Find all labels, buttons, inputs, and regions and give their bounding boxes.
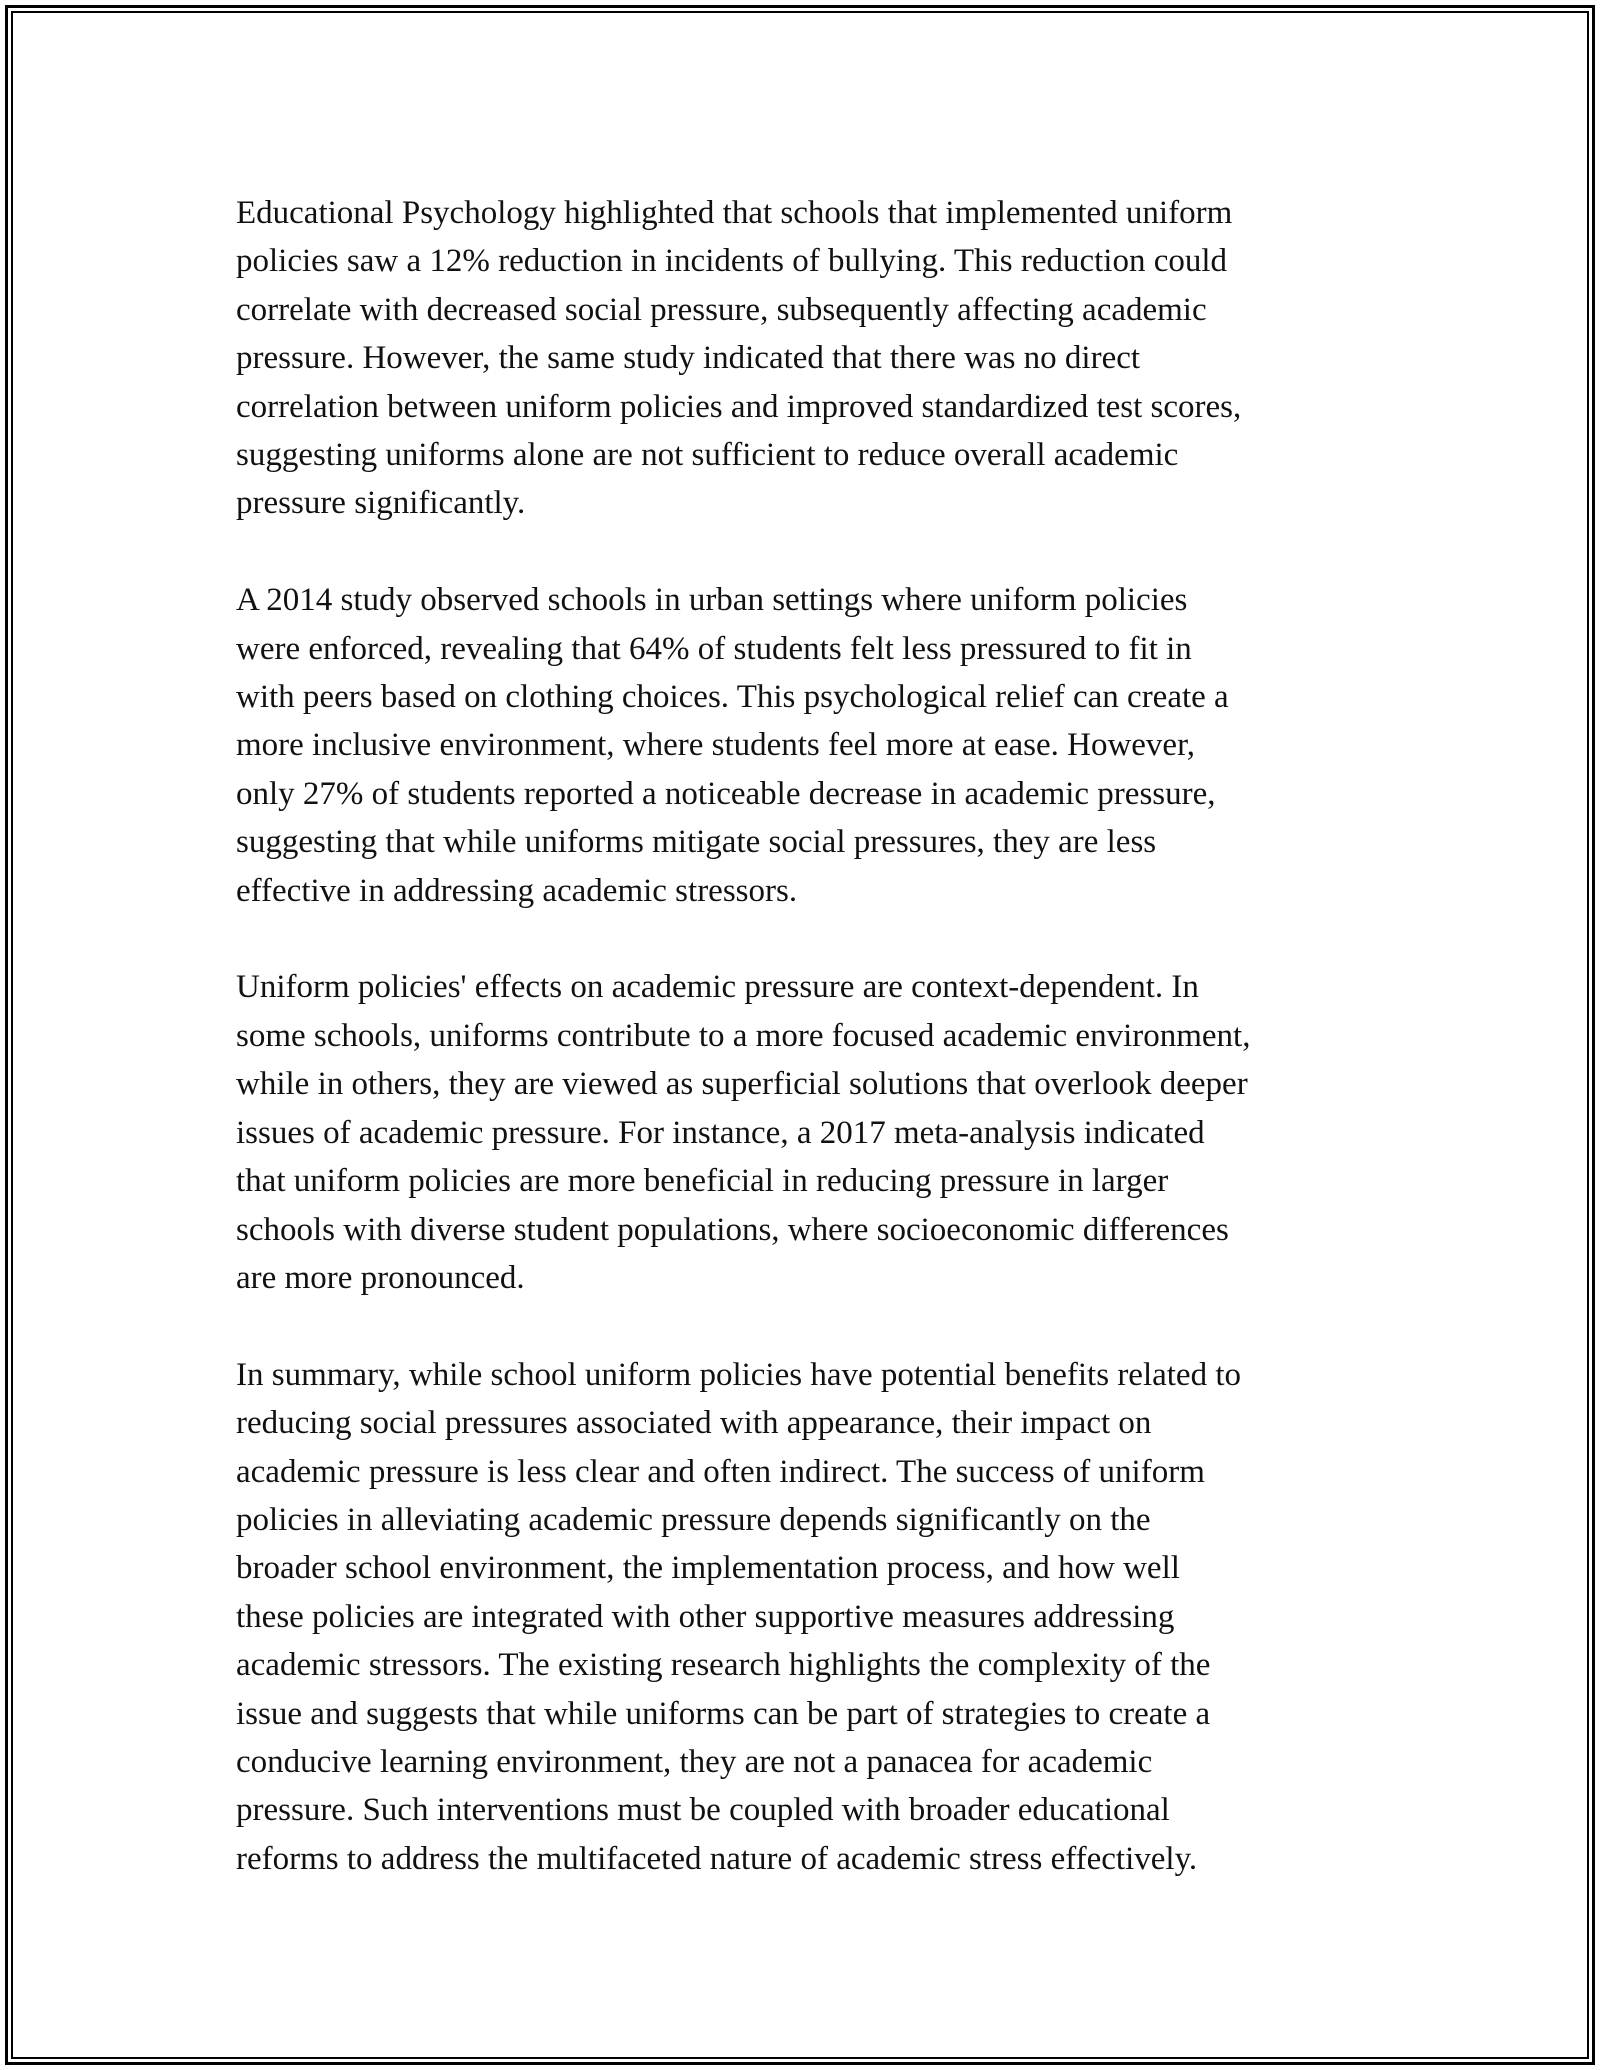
text-line: effective in addressing academic stressors. (236, 872, 798, 909)
text-line: more inclusive environment, where students feel more at ease. However, (236, 727, 1195, 764)
text-line: while in others, they are viewed as superficial solutions that overlook deeper (236, 1066, 1248, 1103)
text-line: schools with diverse student populations, where socioeconomic differences (236, 1211, 1229, 1248)
text-line: pressure. However, the same study indicated that there was no direct (236, 340, 1141, 377)
text-line: suggesting that while uniforms mitigate social pressures, they are less (236, 824, 1157, 861)
paragraph (236, 963, 1376, 1302)
text-line: that uniform policies are more beneficial in reducing pressure in larger (236, 1163, 1169, 1200)
text-line: academic pressure is less clear and often indirect. The success of uniform (236, 1453, 1205, 1490)
text-line: In summary, while school uniform policies have potential benefits related to (236, 1356, 1242, 1393)
document-body (236, 189, 1376, 1932)
text-line: correlate with decreased social pressure, subsequently affecting academic (236, 291, 1207, 328)
text-line: only 27% of students reported a noticeable decrease in academic pressure, (236, 775, 1216, 812)
text-line: reducing social pressures associated with appearance, their impact on (236, 1405, 1152, 1442)
text-line: are more pronounced. (236, 1259, 525, 1296)
text-line: were enforced, revealing that 64% of students felt less pressured to fit in (236, 630, 1192, 667)
text-line: issues of academic pressure. For instance, a 2017 meta-analysis indicated (236, 1114, 1205, 1151)
text-line: with peers based on clothing choices. This psychological relief can create a (236, 679, 1229, 716)
text-line: policies saw a 12% reduction in incidents of bullying. This reduction could (236, 243, 1228, 280)
text-line: academic stressors. The existing research highlights the complexity of the (236, 1647, 1211, 1684)
text-line: pressure. Such interventions must be coupled with broader educational (236, 1792, 1170, 1829)
text-line: A 2014 study observed schools in urban settings where uniform policies (236, 582, 1188, 619)
text-line: conducive learning environment, they are not a panacea for academic (236, 1743, 1153, 1780)
text-line: issue and suggests that while uniforms can be part of strategies to create a (236, 1695, 1211, 1732)
text-line: pressure significantly. (236, 485, 526, 522)
text-line: broader school environment, the implementation process, and how well (236, 1550, 1180, 1587)
paragraph (236, 189, 1376, 528)
text-line: correlation between uniform policies and improved standardized test scores, (236, 388, 1242, 425)
text-line: policies in alleviating academic pressure depends significantly on the (236, 1501, 1151, 1538)
paragraph (236, 576, 1376, 915)
text-line: Educational Psychology highlighted that schools that implemented uniform (236, 195, 1233, 231)
text-line: Uniform policies' effects on academic pressure are context-dependent. In (236, 969, 1199, 1006)
paragraph (236, 1351, 1376, 1883)
text-line: reforms to address the multifaceted nature of academic stress effectively. (236, 1840, 1198, 1877)
text-line: these policies are integrated with other supportive measures addressing (236, 1598, 1175, 1635)
text-line: suggesting uniforms alone are not sufficient to reduce overall academic (236, 437, 1179, 474)
text-line: some schools, uniforms contribute to a more focused academic environment, (236, 1017, 1251, 1054)
